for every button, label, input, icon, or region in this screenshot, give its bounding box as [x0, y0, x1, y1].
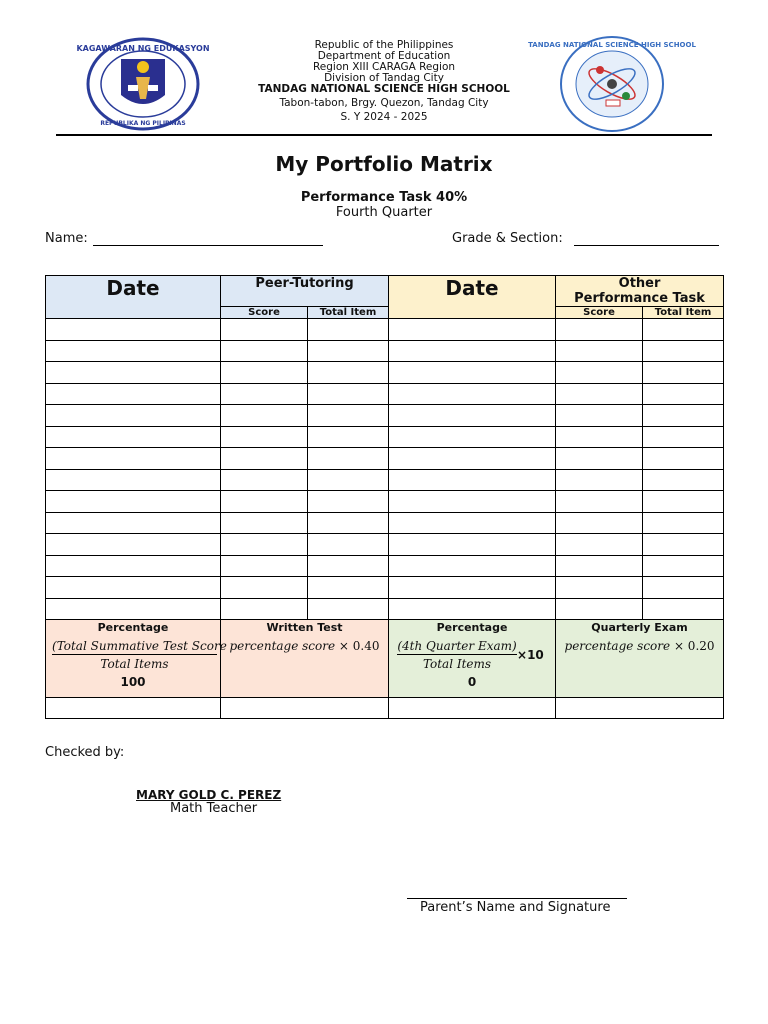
entry-cell[interactable] — [389, 598, 556, 620]
entry-cell[interactable] — [556, 555, 643, 577]
percentage2-value: 0 — [467, 675, 477, 689]
entry-cell[interactable] — [643, 491, 724, 513]
entry-cell[interactable] — [46, 512, 221, 534]
table-row — [46, 319, 724, 341]
entry-cell[interactable] — [221, 555, 308, 577]
header-address: Tabon-tabon, Brgy. Quezon, Tandag City — [279, 97, 489, 109]
quarter-exam-formula: (4th Quarter Exam) Total Items ×10 — [397, 639, 544, 671]
entry-cell[interactable] — [46, 426, 221, 448]
entry-cell[interactable] — [308, 319, 389, 341]
table-row — [46, 340, 724, 362]
written-test-label: Written Test — [266, 621, 343, 634]
entry-cell[interactable] — [46, 340, 221, 362]
entry-cell[interactable] — [389, 491, 556, 513]
peer-tutoring-header: Peer-Tutoring — [221, 276, 389, 307]
final-row-cell-3[interactable] — [389, 698, 556, 719]
header-republic: Republic of the Philippines — [314, 39, 454, 51]
header-school-year: S. Y 2024 - 2025 — [340, 111, 428, 123]
entry-cell[interactable] — [308, 598, 389, 620]
written-formula-mult: × 0.40 — [338, 639, 380, 653]
table-row — [46, 383, 724, 405]
entry-cell[interactable] — [308, 577, 389, 599]
teacher-role: Math Teacher — [170, 801, 258, 816]
table-row — [46, 469, 724, 491]
entry-cell[interactable] — [221, 577, 308, 599]
entry-cell[interactable] — [643, 319, 724, 341]
score-header-2: Score — [556, 307, 643, 319]
table-row — [46, 405, 724, 427]
formula3-denominator: Total Items — [422, 657, 492, 671]
header-school-name: TANDAG NATIONAL SCIENCE HIGH SCHOOL — [258, 83, 510, 95]
entry-cell[interactable] — [308, 448, 389, 470]
formula1-denominator: Total Items — [100, 657, 169, 671]
entry-cell[interactable] — [46, 577, 221, 599]
table-row — [46, 555, 724, 577]
percentage-cell — [46, 620, 227, 698]
entry-cell[interactable] — [556, 534, 643, 556]
table-row — [46, 534, 724, 556]
entry-cell[interactable] — [308, 491, 389, 513]
entry-cell[interactable] — [308, 383, 389, 405]
entry-cell[interactable] — [556, 383, 643, 405]
table-row — [46, 577, 724, 599]
teacher-name: MARY GOLD C. PEREZ — [136, 788, 282, 802]
entry-cell[interactable] — [221, 362, 308, 384]
entry-cell[interactable] — [389, 448, 556, 470]
entry-cell[interactable] — [556, 405, 643, 427]
subtitle-quarter: Fourth Quarter — [335, 205, 433, 220]
formula3-mult: ×10 — [517, 648, 544, 662]
entry-cell[interactable] — [308, 405, 389, 427]
entry-cell[interactable] — [556, 340, 643, 362]
header-division: Division of Tandag City — [324, 72, 444, 84]
entry-cell[interactable] — [221, 319, 308, 341]
formula1-numerator: Total Summative Test Score — [56, 639, 227, 653]
entry-cell[interactable] — [389, 362, 556, 384]
entry-cell[interactable] — [643, 577, 724, 599]
percentage2-label: Percentage — [436, 621, 508, 634]
entry-cell[interactable] — [46, 405, 221, 427]
percentage2-cell — [389, 620, 556, 698]
entry-cell[interactable] — [221, 448, 308, 470]
entry-cell[interactable] — [643, 555, 724, 577]
quarterly-exam-cell — [556, 620, 724, 698]
name-field[interactable] — [93, 245, 323, 246]
checked-by-label: Checked by: — [45, 745, 125, 760]
date-header-1: Date — [46, 276, 221, 319]
quarterly-formula-mult: × 0.20 — [673, 639, 715, 653]
percentage-label: Percentage — [97, 621, 169, 634]
entry-cell[interactable] — [389, 534, 556, 556]
entry-cell[interactable] — [643, 362, 724, 384]
page-title: My Portfolio Matrix — [275, 152, 493, 176]
header-department: Department of Education — [317, 50, 451, 62]
portfolio-matrix-table — [45, 275, 724, 719]
entry-cell[interactable] — [308, 362, 389, 384]
percentage-value: 100 — [120, 675, 146, 689]
written-test-cell — [221, 620, 389, 698]
entry-cell[interactable] — [221, 491, 308, 513]
entry-cell[interactable] — [308, 340, 389, 362]
grade-section-label: Grade & Section: — [452, 231, 563, 246]
parent-signature-line[interactable] — [407, 898, 627, 899]
entry-cell[interactable] — [556, 469, 643, 491]
quarterly-formula-text: percentage score — [564, 639, 671, 653]
date-header-2: Date — [389, 276, 556, 319]
entry-cell[interactable] — [556, 426, 643, 448]
entry-cell[interactable] — [389, 383, 556, 405]
entry-cell[interactable] — [389, 319, 556, 341]
entry-cell[interactable] — [221, 534, 308, 556]
entry-cell[interactable] — [221, 340, 308, 362]
final-row-cell-1[interactable] — [46, 698, 221, 719]
svg-text:REPUBLIKA NG PILIPINAS: REPUBLIKA NG PILIPINAS — [100, 120, 186, 127]
entry-cell[interactable] — [643, 426, 724, 448]
entry-cell[interactable] — [389, 469, 556, 491]
entry-cell[interactable] — [556, 598, 643, 620]
entry-cell[interactable] — [643, 340, 724, 362]
entry-cell[interactable] — [556, 362, 643, 384]
quarterly-exam-label: Quarterly Exam — [591, 621, 688, 634]
entry-cell[interactable] — [308, 534, 389, 556]
entry-rows — [46, 319, 724, 620]
table-row — [46, 426, 724, 448]
entry-cell[interactable] — [221, 405, 308, 427]
entry-cell[interactable] — [46, 534, 221, 556]
total-item-header-2: Total Item — [643, 307, 724, 319]
total-item-header-1: Total Item — [308, 307, 389, 319]
written-test-formula — [221, 639, 388, 653]
final-row-cell-4[interactable] — [556, 698, 724, 719]
entry-cell[interactable] — [46, 469, 221, 491]
svg-text:TANDAG NATIONAL SCIENCE HIGH S: TANDAG NATIONAL SCIENCE HIGH SCHOOL — [528, 41, 696, 49]
table-row — [46, 448, 724, 470]
entry-cell[interactable] — [643, 405, 724, 427]
entry-cell[interactable] — [46, 383, 221, 405]
entry-cell[interactable] — [643, 448, 724, 470]
score-header-1: Score — [221, 307, 308, 319]
entry-cell[interactable] — [643, 469, 724, 491]
other-task-header — [556, 276, 724, 307]
entry-cell[interactable] — [221, 426, 308, 448]
entry-cell[interactable] — [221, 469, 308, 491]
entry-cell[interactable] — [46, 362, 221, 384]
formula3-numerator: 4th Quarter Exam — [402, 639, 513, 653]
entry-cell[interactable] — [308, 555, 389, 577]
entry-cell[interactable] — [389, 555, 556, 577]
other-task-line2: Performance Task — [574, 291, 705, 306]
entry-cell[interactable] — [643, 534, 724, 556]
other-task-line1: Other — [618, 276, 661, 291]
entry-cell[interactable] — [221, 512, 308, 534]
final-row-cell-2[interactable] — [221, 698, 389, 719]
entry-cell[interactable] — [221, 598, 308, 620]
entry-cell[interactable] — [389, 340, 556, 362]
entry-cell[interactable] — [643, 512, 724, 534]
table-row — [46, 598, 724, 620]
entry-cell[interactable] — [556, 512, 643, 534]
entry-cell[interactable] — [308, 426, 389, 448]
header-divider — [56, 134, 712, 136]
header-region: Region XIII CARAGA Region — [312, 61, 456, 73]
entry-cell[interactable] — [46, 598, 221, 620]
entry-cell[interactable] — [389, 512, 556, 534]
entry-cell[interactable] — [556, 577, 643, 599]
entry-cell[interactable] — [556, 491, 643, 513]
parent-signature-label: Parent’s Name and Signature — [420, 900, 611, 915]
grade-section-field[interactable] — [574, 245, 719, 246]
svg-text:KAGAWARAN NG EDUKASYON: KAGAWARAN NG EDUKASYON — [76, 44, 210, 53]
entry-cell[interactable] — [556, 448, 643, 470]
written-formula-text: percentage score — [229, 639, 336, 653]
entry-cell[interactable] — [389, 405, 556, 427]
entry-cell[interactable] — [389, 426, 556, 448]
subtitle-task: Performance Task 40% — [300, 190, 468, 205]
entry-cell[interactable] — [308, 469, 389, 491]
name-label: Name: — [45, 231, 88, 246]
entry-cell[interactable] — [556, 319, 643, 341]
table-row — [46, 362, 724, 384]
table-row — [46, 491, 724, 513]
entry-cell[interactable] — [221, 383, 308, 405]
entry-cell[interactable] — [643, 598, 724, 620]
quarterly-exam-formula — [556, 639, 723, 653]
entry-cell[interactable] — [46, 448, 221, 470]
entry-cell[interactable] — [389, 577, 556, 599]
summative-formula: (Total Summative Test Score Total Items — [52, 639, 227, 671]
entry-cell[interactable] — [308, 512, 389, 534]
table-row — [46, 512, 724, 534]
entry-cell[interactable] — [46, 555, 221, 577]
entry-cell[interactable] — [643, 383, 724, 405]
entry-cell[interactable] — [46, 319, 221, 341]
entry-cell[interactable] — [46, 491, 221, 513]
